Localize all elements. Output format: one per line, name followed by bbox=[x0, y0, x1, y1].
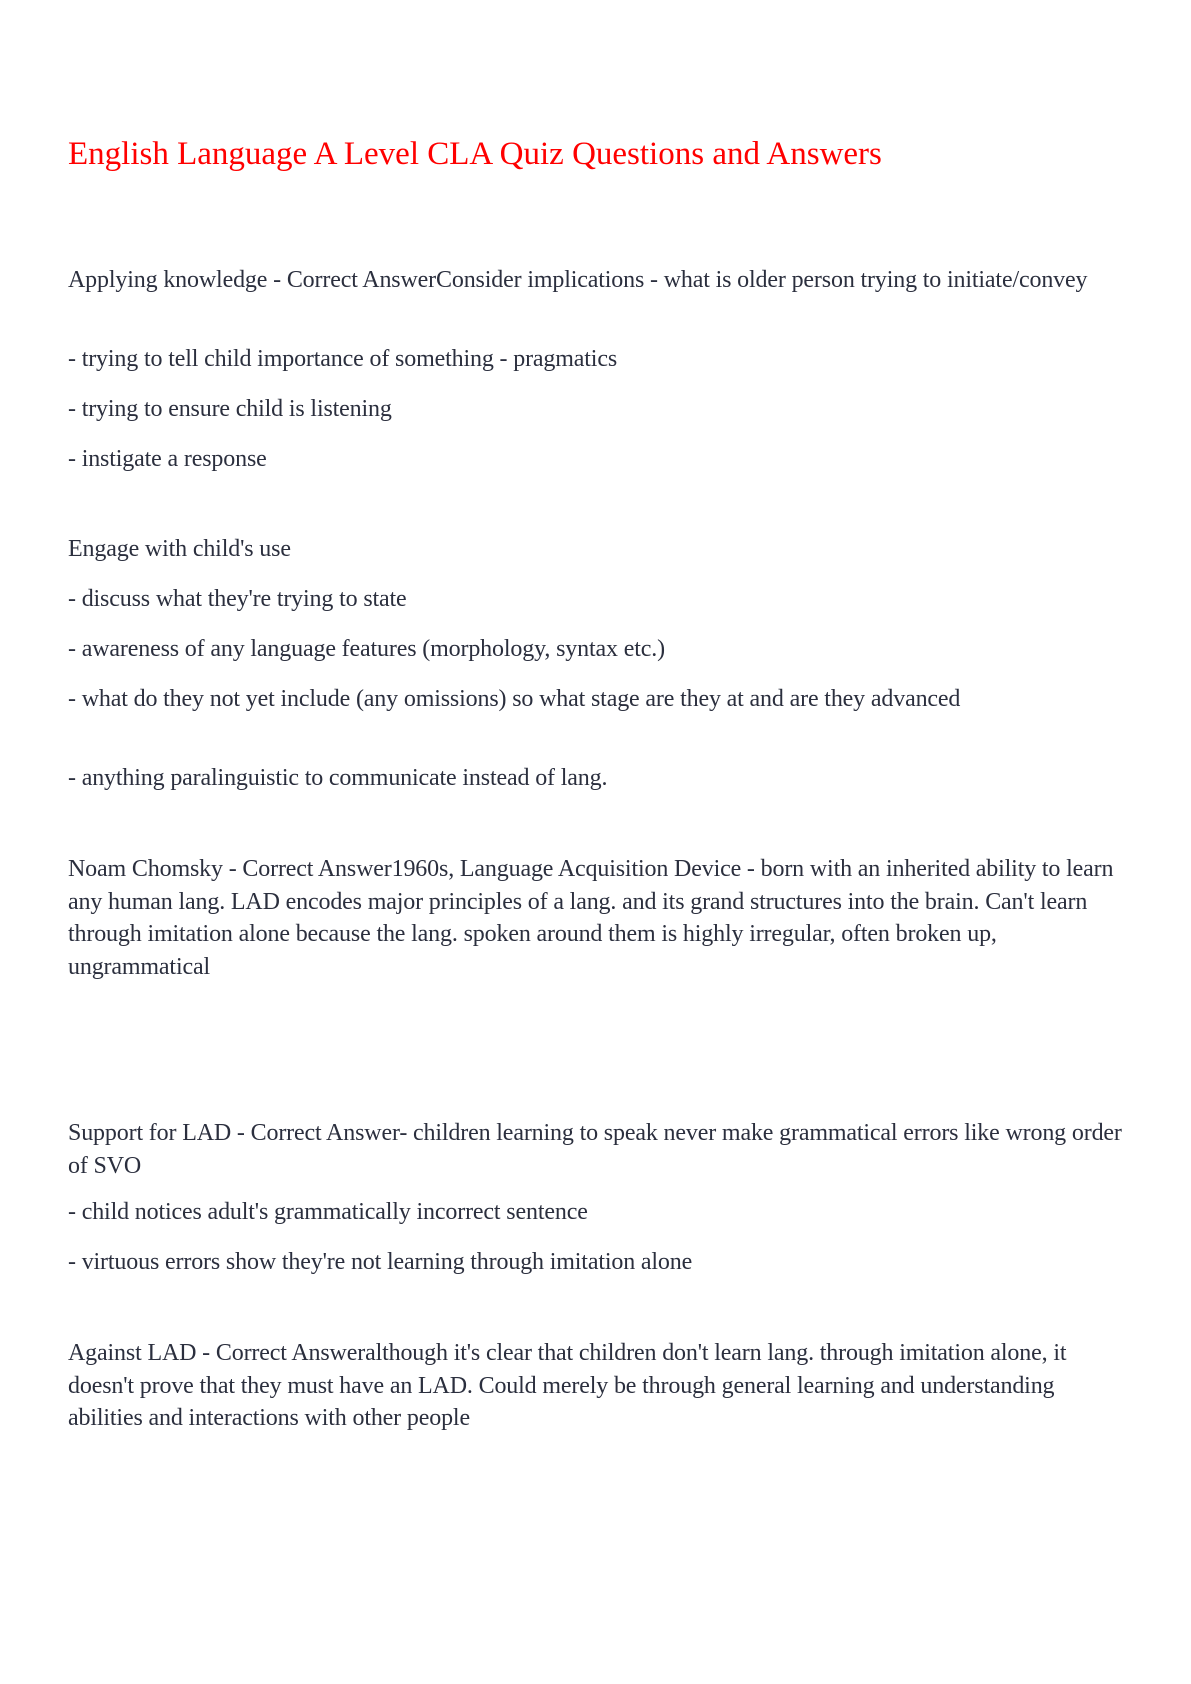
bullet-item: - trying to ensure child is listening bbox=[68, 396, 392, 422]
bullet-item: - anything paralinguistic to communicate instead of lang. bbox=[68, 765, 608, 791]
bullet-item: - trying to tell child importance of something - pragmatics bbox=[68, 346, 618, 372]
bullet-item: - what do they not yet include (any omissions) so what stage are they at and are they advanced bbox=[68, 686, 961, 712]
document-title: English Language A Level CLA Quiz Questions and Answers bbox=[68, 136, 882, 172]
qa-against-lad-answer: Against LAD - Correct Answeralthough it's clear that children don't learn lang. through imitation alone, it doesn't prove that they must have an LAD. Could merely be through general learning and understanding abilities and interactions with other people bbox=[68, 1340, 1067, 1431]
bullet-item: - child notices adult's grammatically incorrect sentence bbox=[68, 1199, 588, 1225]
bullet-item: - discuss what they're trying to state bbox=[68, 586, 407, 612]
bullet-item: - awareness of any language features (morphology, syntax etc.) bbox=[68, 636, 665, 662]
qa-applying-knowledge-answer: Applying knowledge - Correct AnswerConsider implications - what is older person trying to initiate/convey bbox=[68, 267, 1088, 293]
section-heading-engage: Engage with child's use bbox=[68, 536, 291, 562]
qa-support-for-lad-answer: Support for LAD - Correct Answer- children learning to speak never make grammatical errors like wrong order of SVO bbox=[68, 1120, 1122, 1179]
bullet-item: - virtuous errors show they're not learning through imitation alone bbox=[68, 1249, 693, 1275]
qa-noam-chomsky-answer: Noam Chomsky - Correct Answer1960s, Language Acquisition Device - born with an inherited ability to learn any human lang. LAD encodes major principles of a lang. and its grand structures into the brain. Can't learn through imitation alone because the lang. spoken around them is highly irregular, often broken up, ungrammatical bbox=[68, 856, 1114, 980]
bullet-item: - instigate a response bbox=[68, 446, 267, 472]
